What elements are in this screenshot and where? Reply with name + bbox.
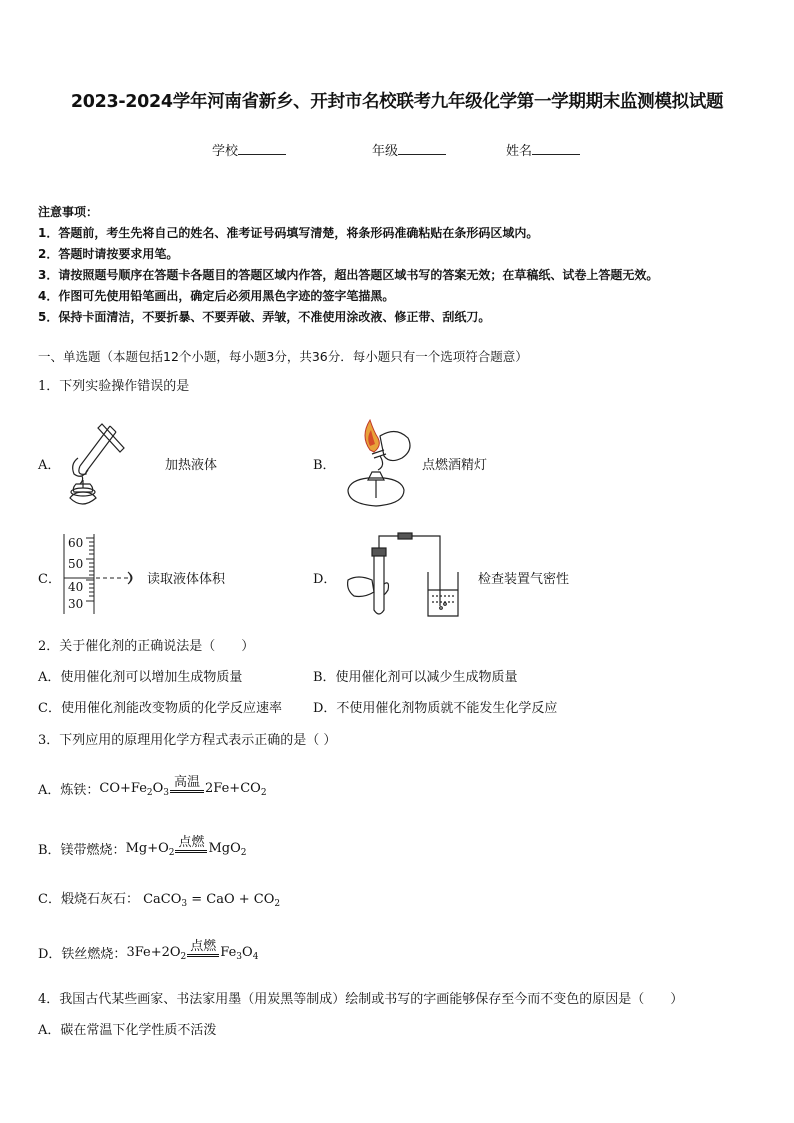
q3-b-label: B．镁带燃烧： [38, 843, 126, 858]
tick-label-40: 40 [68, 580, 84, 594]
q3-d-label: D．铁丝燃烧： [38, 947, 127, 962]
q3-a-label: A．炼铁： [38, 783, 100, 798]
grade-field[interactable] [372, 140, 446, 159]
q4-option-a: A．碳在常温下化学性质不活泼 [38, 1023, 217, 1038]
q3-b-condition: 点燃 [175, 836, 207, 858]
q3-option-b [38, 822, 247, 858]
name-field[interactable] [506, 140, 580, 159]
q3-a-condition: 高温 [170, 776, 204, 798]
notice-item-1: 1．答题前，考生先将自己的姓名、准考证号码填写清楚，将条形码准确粘贴在条形码区域内。 [38, 226, 539, 240]
tick-label-50: 50 [68, 557, 84, 571]
grade-label: 年级 [372, 144, 399, 159]
notice-item-5: 5．保持卡面清洁，不要折暴、不要弄破、弄皱，不准使用涂改液、修正带、刮纸刀。 [38, 310, 491, 324]
question-2-stem: 2．关于催化剂的正确说法是（ ） [38, 639, 255, 654]
question-3-stem: 3．下列应用的原理用化学方程式表示正确的是（ ） [38, 733, 337, 748]
q3-d-condition: 点燃 [187, 940, 219, 962]
q3-d-lhs: $3Fe+2O_2$ [126, 945, 187, 962]
question-1-stem: 1．下列实验操作错误的是 [38, 379, 190, 394]
q3-option-c [38, 888, 280, 909]
notice-item-2: 2．答题时请按要求用笔。 [38, 247, 179, 261]
q3-a-rhs: $2Fe+CO_2$ [205, 781, 267, 798]
page-title: 2023-2024学年河南省新乡、开封市名校联考九年级化学第一学期期末监测模拟试题 [70, 92, 724, 112]
airtightness-check-illustration [344, 528, 466, 620]
q3-b-rhs: MgO$_2$ [208, 841, 247, 858]
heating-liquid-illustration [62, 418, 142, 510]
q3-option-d [38, 926, 258, 962]
tick-label-60: 60 [68, 536, 84, 550]
q1-option-c-letter: C． [38, 572, 61, 587]
q1-option-d-letter: D． [313, 572, 337, 587]
tick-label-30: 30 [68, 597, 84, 611]
question-4-stem: 4．我国古代某些画家、书法家用墨（用炭黑等制成）绘制或书写的字画能够保存至今而不变色的原因是（ ） [38, 992, 684, 1007]
q1-option-d-text: 检查装置气密性 [478, 572, 570, 587]
q2-option-b: B．使用催化剂可以减少生成物质量 [313, 670, 518, 685]
q1-option-a-letter: A． [38, 458, 61, 473]
q2-option-d: D．不使用催化剂物质就不能发生化学反应 [313, 701, 558, 716]
q3-d-rhs: $Fe_3O_4$ [220, 945, 259, 962]
notice-item-4: 4．作图可先使用铅笔画出，确定后必须用黑色字迹的签字笔描黑。 [38, 289, 395, 303]
q2-option-a: A．使用催化剂可以增加生成物质量 [38, 670, 243, 685]
section-heading: 一、单选题（本题包括12个小题，每小题3分，共36分．每小题只有一个选项符合题意） [38, 349, 528, 364]
q3-option-a [38, 762, 267, 798]
q3-c-label: C．煅烧石灰石： [38, 892, 139, 907]
q3-b-lhs: $Mg+O_2$ [125, 841, 175, 858]
q1-option-a-text: 加热液体 [165, 458, 218, 473]
school-field[interactable] [212, 140, 286, 159]
q1-option-b-letter: B． [313, 458, 336, 473]
q3-a-lhs: $CO+Fe_2O_3$ [99, 781, 170, 798]
school-blank[interactable] [238, 142, 286, 155]
name-blank[interactable] [532, 142, 580, 155]
q1-option-b-text: 点燃酒精灯 [422, 458, 488, 473]
notice-heading: 注意事项： [38, 205, 99, 219]
name-label: 姓名 [506, 144, 533, 159]
q3-c-equation: CaCO$_3$ = CaO + $CO_2$ [143, 892, 281, 909]
q2-option-c: C．使用催化剂能改变物质的化学反应速率 [38, 701, 282, 716]
q1-option-c-text: 读取液体体积 [147, 572, 226, 587]
grade-blank[interactable] [398, 142, 446, 155]
school-label: 学校 [212, 144, 239, 159]
lighting-alcohol-lamp-illustration [340, 416, 420, 510]
notice-item-3: 3．请按照题号顺序在答题卡各题目的答题区域内作答，超出答题区域书写的答案无效；在草稿纸、试卷上答题无效。 [38, 268, 659, 282]
